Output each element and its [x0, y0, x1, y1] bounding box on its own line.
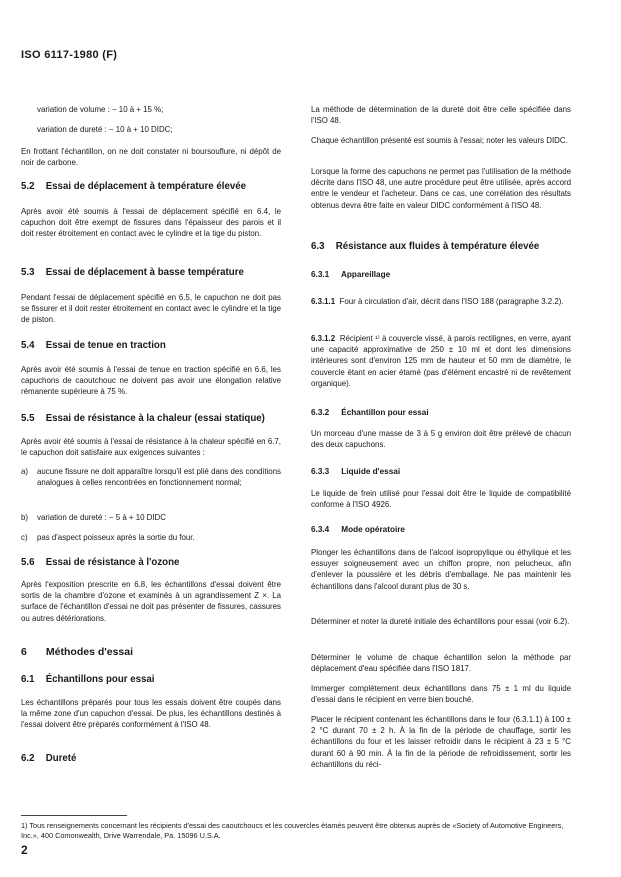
section-6-3-1-1-wrapper — [311, 296, 571, 307]
volume-wrapper — [311, 652, 571, 674]
section-number: 5.3 — [21, 267, 35, 278]
page-number: 2 — [21, 843, 28, 857]
section-5-5-heading — [21, 412, 281, 425]
section-5-2-body-wrapper — [21, 206, 281, 240]
section-5-2-heading — [21, 180, 281, 193]
section-5-4-body: Après avoir été soumis à l'essai de tenue en traction spécifié en 6.6, les capuchons de caoutchouc ne doivent pas avoir une élongation relative rémanente supérieure à 75 %. — [21, 365, 281, 397]
list-text: variation de dureté : − 5 à + 10 DIDC — [37, 513, 166, 522]
section-6-1-body: Les échantillons préparés pour tous les essais doivent être coupés dans la même zone d'un capuchon d'essai. De plus, les échantillons destinés à l'essai doivent être préparés conformément à l'ISO 48. — [21, 698, 281, 730]
list-marker: a) — [21, 467, 29, 476]
section-title: Échantillon pour essai — [341, 408, 429, 417]
section-number: 6.3.1.2 — [311, 334, 336, 343]
place-container-paragraph: Placer le récipient contenant les échantillons dans le four (6.3.1.1) à 100 ± 2 °C durant 70 ± 2 h. À la fin de la période de chauffage, sortir les échantillons du four et les laisser refroidir dans le récipient à 23 ± 5 °C durant 60 à 90 min. À la fin de la période de refroidissement, sortir les échantillons du réci- — [311, 715, 571, 769]
section-5-2-body: Après avoir été soumis à l'essai de déplacement spécifié en 6.4, le capuchon doit être exempt de fissures dans l'épaisseur des parois et il doit rester étroitement en contact avec le cylindre et la tige du piston. — [21, 207, 281, 239]
section-title: Essai de résistance à la chaleur (essai statique) — [45, 413, 265, 424]
each-sample-paragraph: Chaque échantillon présenté est soumis à l'essai; noter les valeurs DIDC. — [311, 136, 568, 145]
section-title: Méthodes d'essai — [45, 646, 134, 658]
section-6-3-2-body: Un morceau d'une masse de 3 à 5 g environ doit être prélevé de chacun des deux capuchons. — [311, 429, 571, 450]
section-6-3-1-heading — [311, 269, 571, 280]
section-title: Essai de tenue en traction — [45, 340, 166, 351]
section-5-3-body: Pendant l'essai de déplacement spécifié en 6.5, le capuchon ne doit pas se fissurer et il doit rester étroitement en contact avec le cylindre et la tige de piston. — [21, 293, 281, 325]
section-5-6-body-wrapper — [21, 579, 281, 624]
section-6-1-heading — [21, 673, 281, 686]
container-paragraph — [311, 333, 571, 389]
section-number: 6.3.1 — [311, 270, 330, 279]
determine-hardness-paragraph: Déterminer et noter la dureté initiale des échantillons pour essai (voir 6.2). — [311, 617, 570, 626]
section-number: 6.3.3 — [311, 467, 330, 476]
right-p1-wrapper — [311, 104, 571, 126]
right-p3-wrapper — [311, 166, 571, 211]
footnote-rule — [21, 815, 127, 816]
section-5-5-body-wrapper — [21, 436, 281, 458]
section-6-2-heading — [21, 752, 281, 765]
oven-paragraph — [311, 296, 571, 307]
immerse-wrapper — [311, 683, 571, 705]
list-text: aucune fissure ne doit apparaître lorsqu'il est plié dans des conditions analogues à celles rencontrées en fonctionnement normal; — [37, 467, 281, 488]
section-title: Résistance aux fluides à température élevée — [335, 241, 540, 252]
section-6-3-3-body: Le liquide de frein utilisé pour l'essai doit être le liquide de compatibilité conforme à l'ISO 4926. — [311, 489, 571, 510]
plunge-paragraph: Plonger les échantillons dans de l'alcool isopropylique ou éthylique et les essuyer soigneusement avec un chiffon propre, non pelucheux, afin d'enlever la poussière et les débris d'emballage. Ne pas maintenir les échantillons dans l'alcool durant plus de 30 s. — [311, 548, 571, 591]
section-number: 6.3.4 — [311, 525, 330, 534]
section-title: Essai de déplacement à basse température — [45, 267, 244, 278]
section-5-6-body: Après l'exposition prescrite en 6.8, les échantillons d'essai doivent être sortis de la chambre d'ozone et examinés à un agrandissement Z ×. La surface de l'échantillon d'essai ne doit pas présenter de fissures, cassures ou autres détériorations. — [21, 580, 281, 623]
list-item — [21, 466, 281, 488]
place-wrapper — [311, 714, 571, 770]
list-text: pas d'aspect poisseux après la sortie du four. — [37, 533, 195, 542]
rubbing-paragraph-wrapper — [21, 146, 281, 168]
section-number: 5.5 — [21, 413, 35, 424]
right-p2-wrapper — [311, 135, 571, 146]
section-number: 6.3.1.1 — [311, 297, 336, 306]
section-title: Échantillons pour essai — [45, 674, 155, 685]
section-6-3-heading — [311, 240, 571, 253]
section-6-3-3-body-wrapper — [311, 488, 571, 510]
rubbing-paragraph: En frottant l'échantillon, on ne doit constater ni boursouflure, ni dépôt de noir de carbone. — [21, 147, 281, 168]
list-marker: b) — [21, 513, 29, 522]
hardness-variation-wrapper — [21, 124, 281, 135]
section-6-3-3-heading — [311, 466, 571, 477]
hardness-variation-line: variation de dureté : − 10 à + 10 DIDC; — [37, 125, 173, 134]
determine-wrapper — [311, 616, 571, 627]
container-text: Récipient ¹⁾ à couvercle vissé, à parois rectilignes, en verre, ayant une capacité approximative de 250 ± 10 ml et dont les dimensions intérieures sont d'environ 125 mm de hauteur et 50 mm de diamètre, le couvercle étant en acier étamé (pas d'élément encastré ni de revêtement organique). — [311, 334, 571, 388]
hardness-method-paragraph: La méthode de détermination de la dureté doit être celle spécifiée dans l'ISO 48. — [311, 105, 571, 126]
section-6-3-2-body-wrapper — [311, 428, 571, 450]
section-6-heading — [21, 646, 281, 659]
footnote: 1) Tous renseignements concernant les récipients d'essai des caoutchoucs et les couvercles étamés peuvent être obtenus auprès de «Society of Automotive Engineers, Inc.», 400 Comonwealth, Drive Warrendale, Pa. 15096 U.S.A. — [21, 821, 564, 840]
list-item — [21, 512, 281, 523]
section-title: Essai de déplacement à température élevée — [45, 181, 247, 192]
section-number: 6.2 — [21, 753, 35, 764]
section-number: 5.4 — [21, 340, 35, 351]
section-number: 6.3.2 — [311, 408, 330, 417]
section-title: Essai de résistance à l'ozone — [45, 557, 180, 568]
section-number: 6 — [21, 646, 27, 658]
list-item — [21, 532, 281, 543]
section-5-3-body-wrapper — [21, 292, 281, 326]
section-number: 6.1 — [21, 674, 35, 685]
section-6-3-4-heading — [311, 524, 571, 535]
section-title: Liquide d'essai — [341, 467, 401, 476]
section-5-4-heading — [21, 339, 281, 352]
section-5-5-list-c — [21, 532, 281, 543]
alternative-procedure-paragraph: Lorsque la forme des capuchons ne permet pas l'utilisation de la méthode décrite dans l'ISO 48, une autre procédure peut être utilisée, après accord entre le vendeur et l'acheteur. Dans ce cas, une corrélation des résultats obtenus devra être faite en valeur DIDC conformément à l'ISO 48. — [311, 167, 571, 210]
left-column — [21, 104, 281, 115]
section-title: Mode opératoire — [341, 525, 405, 534]
plunge-wrapper — [311, 547, 571, 592]
section-6-1-body-wrapper — [21, 697, 281, 731]
section-5-5-list-b — [21, 512, 281, 523]
list-marker: c) — [21, 533, 28, 542]
section-5-6-heading — [21, 556, 281, 569]
section-6-3-1-2-wrapper — [311, 333, 571, 389]
standard-id-header: ISO 6117-1980 (F) — [21, 49, 118, 61]
oven-text: Four à circulation d'air, décrit dans l'ISO 188 (paragraphe 3.2.2). — [339, 297, 564, 306]
section-5-5-body: Après avoir été soumis à l'essai de résistance à la chaleur spécifié en 6.7, le capuchon doit satisfaire aux exigences suivantes : — [21, 437, 281, 458]
section-number: 5.2 — [21, 181, 35, 192]
section-6-3-2-heading — [311, 407, 571, 418]
immerse-paragraph: Immerger complètement deux échantillons dans 75 ± 1 ml du liquide d'essai dans le récipient en verre bien bouché. — [311, 684, 571, 705]
section-number: 5.6 — [21, 557, 35, 568]
section-5-4-body-wrapper — [21, 364, 281, 398]
determine-volume-paragraph: Déterminer le volume de chaque échantillon selon la méthode par déplacement d'eau spécifiée dans l'ISO 1817. — [311, 653, 571, 674]
section-5-5-list — [21, 466, 281, 488]
section-title: Dureté — [45, 753, 77, 764]
section-5-3-heading — [21, 266, 281, 279]
section-title: Appareillage — [340, 270, 391, 279]
section-number: 6.3 — [311, 241, 325, 252]
volume-variation-line: variation de volume : − 10 à + 15 %; — [37, 105, 164, 114]
